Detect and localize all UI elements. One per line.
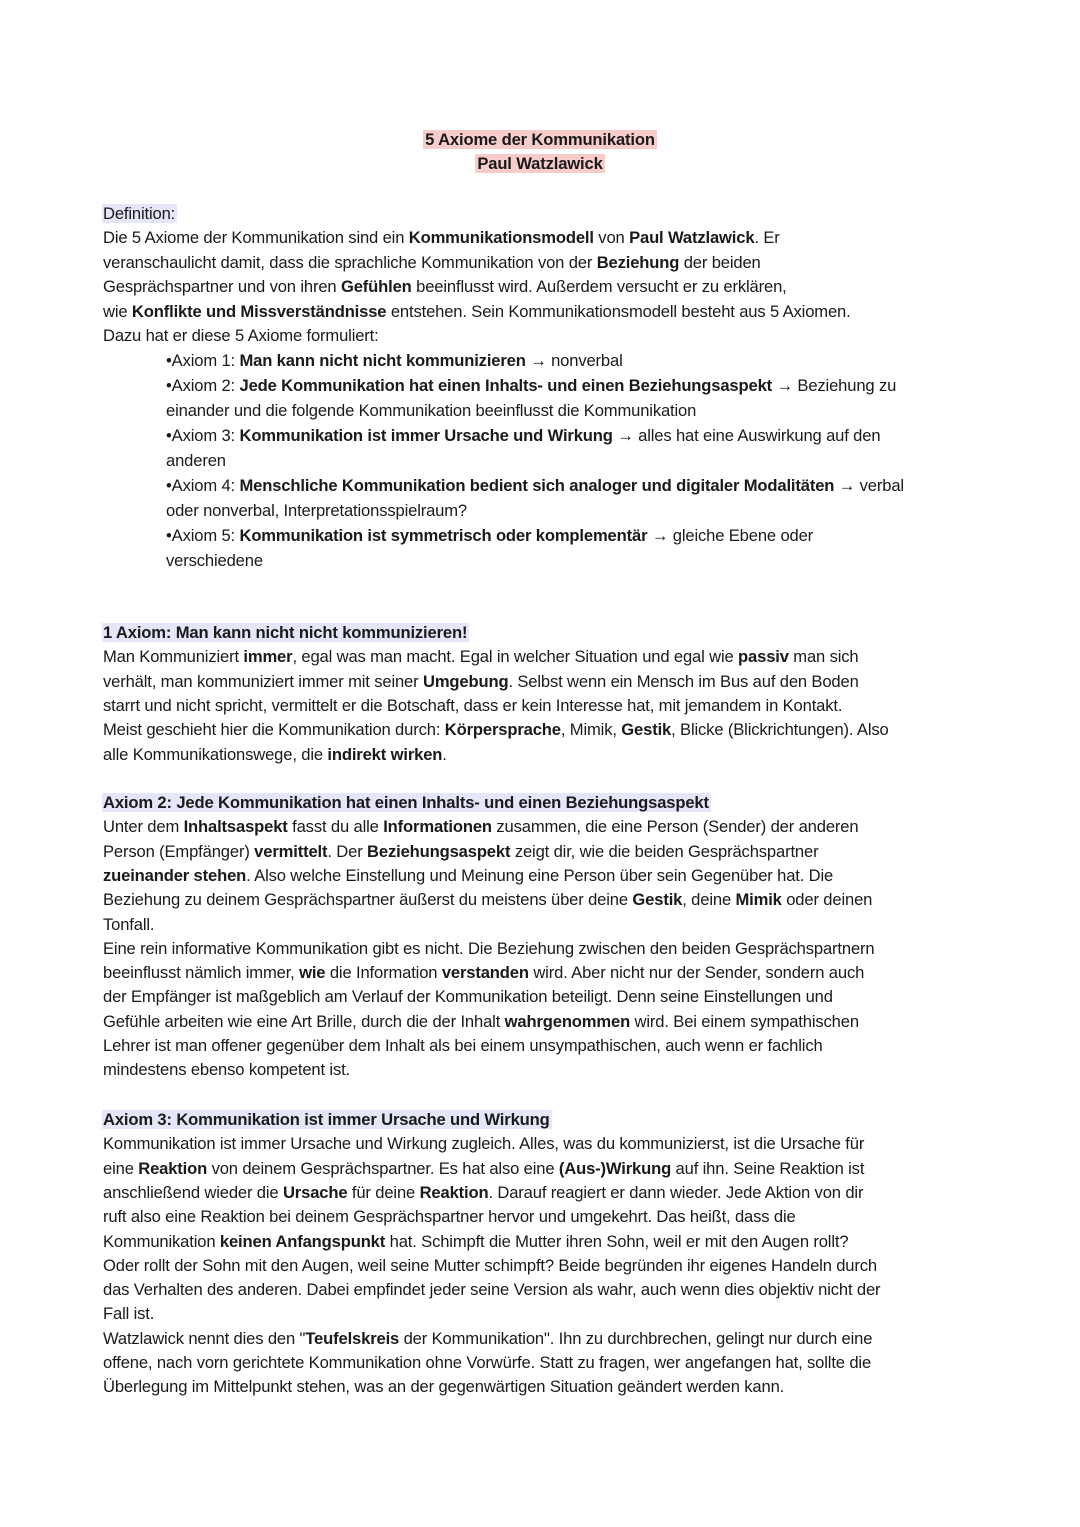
section-heading	[103, 1108, 552, 1132]
text: der Kommunikation". Ihn zu durchbrechen, gelingt nur durch eine	[399, 1328, 873, 1348]
bold-text: Paul Watzlawick	[629, 228, 755, 247]
text: anschließend wieder die	[103, 1182, 283, 1202]
text: Gefühle arbeiten wie eine Art Brille, durch die der Inhalt	[103, 1011, 505, 1031]
section-line	[103, 864, 833, 888]
definition-heading	[103, 202, 177, 226]
bold-text: keinen Anfangspunkt	[219, 1231, 386, 1251]
text: Eine rein informative Kommunikation gibt es nicht. Die Beziehung zwischen den beiden Gesprächspartnern	[103, 938, 875, 958]
text: Dazu hat er diese 5 Axiome formuliert:	[103, 326, 379, 345]
bold-text: (Aus-)Wirkung	[558, 1158, 672, 1178]
bold-text: Ursache	[282, 1182, 348, 1202]
text: hat. Schimpft die Mutter ihren Sohn, weil er mit den Augen rollt?	[385, 1231, 849, 1251]
section-line	[103, 961, 864, 985]
text: •Axiom 4:	[166, 476, 240, 495]
title-line-1	[0, 128, 1080, 152]
text: Die 5 Axiome der Kommunikation sind ein	[103, 228, 409, 247]
bold-text: Kommunikationsmodell	[408, 228, 594, 247]
section-line	[103, 1058, 350, 1082]
section-line	[103, 888, 872, 912]
bold-text: Inhaltsaspekt	[183, 817, 288, 837]
bold-text: Reaktion	[138, 1158, 208, 1178]
text: , egal was man macht. Egal in welcher Situation und egal wie	[292, 647, 739, 667]
bold-text: Kommunikation ist symmetrisch oder komplementär	[239, 526, 648, 545]
text: Watzlawick nennt dies den "	[103, 1328, 306, 1348]
definition-label: Definition:	[103, 204, 176, 223]
axiom-list-item	[166, 424, 880, 448]
text: wird. Aber nicht nur der Sender, sondern auch	[528, 963, 865, 983]
text: beeinflusst wird. Außerdem versucht er zu erklären,	[411, 277, 787, 296]
text: einander und die folgende Kommunikation beeinflusst die Kommunikation	[166, 401, 697, 420]
section-heading-text: Axiom 3: Kommunikation ist immer Ursache und Wirkung	[103, 1110, 550, 1129]
bold-text: indirekt wirken	[327, 744, 443, 764]
text: man sich	[788, 647, 859, 667]
text: , Blicke (Blickrichtungen). Also	[671, 720, 889, 740]
text: Man Kommuniziert	[103, 647, 244, 667]
definition-line	[103, 275, 787, 299]
text: Beziehung zu deinem Gesprächspartner äußerst du meistens über deine	[103, 890, 633, 910]
bold-text: Jede Kommunikation hat einen Inhalts- und einen Beziehungsaspekt	[239, 376, 773, 395]
section-line	[103, 1157, 864, 1181]
text: oder nonverbal, Interpretationsspielraum?	[166, 501, 468, 520]
bold-text: Teufelskreis	[305, 1328, 400, 1348]
text: zusammen, die eine Person (Sender) der anderen	[491, 817, 859, 837]
section-line	[103, 645, 858, 669]
axiom-list-item	[166, 374, 896, 398]
bold-text: Man kann nicht nicht kommunizieren	[239, 351, 526, 370]
bold-text: Gestik	[621, 720, 672, 740]
section-line	[103, 1205, 796, 1229]
text: der beiden	[679, 252, 761, 272]
text: zeigt dir, wie die beiden Gesprächspartner	[510, 841, 819, 861]
bold-text: Informationen	[383, 817, 492, 837]
document-author: Paul Watzlawick	[477, 154, 603, 173]
text: •Axiom 1:	[166, 351, 240, 370]
section-line	[103, 985, 833, 1009]
text: entstehen. Sein Kommunikationsmodell besteht aus 5 Axiomen.	[386, 301, 851, 321]
text: mindestens ebenso kompetent ist.	[103, 1060, 351, 1080]
section-line	[103, 1278, 880, 1302]
text: → verbal	[834, 476, 904, 495]
text: Fall ist.	[103, 1304, 155, 1324]
text: verhält, man kommuniziert immer mit seiner	[103, 671, 423, 691]
text: . Er	[754, 228, 780, 247]
bold-text: Kommunikation ist immer Ursache und Wirkung	[239, 426, 613, 445]
section-line	[103, 1181, 863, 1205]
bold-text: Körpersprache	[444, 720, 561, 740]
text: der Empfänger ist maßgeblich am Verlauf der Kommunikation beteiligt. Denn seine Einstellungen und	[103, 987, 833, 1007]
text: , deine	[682, 890, 736, 910]
section-line	[103, 1132, 864, 1156]
text: für deine	[347, 1182, 420, 1202]
text: Kommunikation	[103, 1231, 220, 1251]
document-title: 5 Axiome der Kommunikation	[425, 130, 655, 149]
text: Überlegung im Mittelpunkt stehen, was an der gegenwärtigen Situation geändert werden kann.	[103, 1377, 785, 1397]
text: Gesprächspartner und von ihren	[103, 277, 341, 296]
bold-text: Gestik	[632, 890, 683, 910]
text: von deinem Gesprächspartner. Es hat also eine	[207, 1158, 559, 1178]
axiom-list-item	[166, 524, 813, 548]
section-line	[103, 743, 447, 767]
text: alle Kommunikationswege, die	[103, 744, 328, 764]
bold-text: Beziehungsaspekt	[367, 841, 511, 861]
bold-text: Beziehung	[596, 252, 680, 272]
text: . Der	[327, 841, 368, 861]
axiom-list-item	[166, 474, 904, 498]
bold-text: passiv	[738, 647, 789, 667]
bold-text: wahrgenommen	[504, 1011, 631, 1031]
section-line	[103, 1327, 872, 1351]
axiom-list-item	[166, 499, 467, 523]
text: → gleiche Ebene oder	[647, 526, 814, 545]
section-line	[103, 840, 818, 864]
section-line	[103, 1375, 784, 1399]
bold-text: vermittelt	[254, 841, 328, 861]
section-line	[103, 670, 859, 694]
bold-text: Menschliche Kommunikation bedient sich analoger und digitaler Modalitäten	[239, 476, 835, 495]
text: → nonverbal	[525, 351, 623, 370]
section-line	[103, 694, 842, 718]
bold-text: immer	[243, 647, 293, 667]
text: starrt und nicht spricht, vermittelt er die Botschaft, dass er kein Interesse hat, mit jemandem in Kontakt.	[103, 695, 843, 715]
text: von	[593, 228, 630, 247]
text: . Darauf reagiert er dann wieder. Jede Aktion von dir	[488, 1182, 864, 1202]
text: •Axiom 5:	[166, 526, 240, 545]
definition-line	[103, 226, 780, 250]
title-line-2	[0, 152, 1080, 176]
section-line	[103, 815, 858, 839]
text: Unter dem	[103, 817, 184, 837]
axiom-list-item	[166, 549, 263, 573]
section-heading	[103, 621, 469, 645]
section-line	[103, 1010, 859, 1034]
text: die Information	[325, 963, 442, 983]
text: wie	[103, 301, 132, 321]
text: , Mimik,	[560, 720, 622, 740]
section-line	[103, 1034, 823, 1058]
section-line	[103, 1351, 871, 1375]
text: •Axiom 3:	[166, 426, 240, 445]
text: → alles hat eine Auswirkung auf den	[612, 426, 881, 445]
section-line	[103, 1230, 848, 1254]
section-line	[103, 913, 154, 937]
section-heading	[103, 791, 711, 815]
definition-line	[103, 300, 851, 324]
section-line	[103, 1302, 154, 1326]
axiom-list-item	[166, 399, 696, 423]
definition-line	[103, 324, 379, 348]
bold-text: Reaktion	[419, 1182, 489, 1202]
section-line	[103, 1254, 877, 1278]
section-heading-text: Axiom 2: Jede Kommunikation hat einen Inhalts- und einen Beziehungsaspekt	[103, 793, 709, 812]
section-line	[103, 937, 875, 961]
text: oder deinen	[781, 890, 873, 910]
section-heading-text: 1 Axiom: Man kann nicht nicht kommunizieren!	[103, 623, 468, 642]
text: fasst du alle	[287, 817, 384, 837]
text: Person (Empfänger)	[103, 841, 255, 861]
text: Lehrer ist man offener gegenüber dem Inhalt als bei einem unsympathischen, auch wenn er fachlich	[103, 1036, 823, 1055]
text: Oder rollt der Sohn mit den Augen, weil seine Mutter schimpft? Beide begründen ihr eigenes Handeln durch	[103, 1255, 877, 1275]
bold-text: zueinander stehen	[103, 865, 247, 885]
bold-text: wie	[299, 963, 326, 983]
text: eine	[103, 1158, 139, 1178]
text: beeinflusst nämlich immer,	[103, 963, 300, 983]
text: → Beziehung zu	[772, 376, 897, 395]
bold-text: Mimik	[735, 890, 782, 910]
bold-text: Gefühlen	[340, 277, 412, 296]
axiom-list-item	[166, 349, 623, 373]
text: wird. Bei einem sympathischen	[630, 1011, 859, 1031]
text: ruft also eine Reaktion bei deinem Gesprächspartner hervor und umgekehrt. Das heißt, dass die	[103, 1207, 796, 1227]
text: auf ihn. Seine Reaktion ist	[671, 1158, 865, 1178]
text: veranschaulicht damit, dass die sprachliche Kommunikation von der	[103, 252, 597, 272]
bold-text: Konflikte und Missverständnisse	[131, 301, 387, 321]
text: •Axiom 2:	[166, 376, 240, 395]
text: das Verhalten des anderen. Dabei empfindet jeder seine Version als wahr, auch wenn dies objektiv nicht der	[103, 1280, 881, 1300]
text: Tonfall.	[103, 914, 155, 934]
axiom-list-item	[166, 449, 226, 473]
bold-text: verstanden	[441, 963, 529, 983]
text: Kommunikation ist immer Ursache und Wirkung zugleich. Alles, was du kommunizierst, ist die Ursache für	[103, 1134, 865, 1154]
text: . Selbst wenn ein Mensch im Bus auf den Boden	[508, 671, 859, 691]
text: . Also welche Einstellung und Meinung eine Person über sein Gegenüber hat. Die	[246, 865, 834, 885]
text: verschiedene	[166, 551, 263, 570]
section-line	[103, 718, 889, 742]
bold-text: Umgebung	[422, 671, 509, 691]
text: .	[442, 744, 447, 764]
definition-line	[103, 251, 761, 275]
text: offene, nach vorn gerichtete Kommunikation ohne Vorwürfe. Statt zu fragen, wer angefangen hat, sollte die	[103, 1353, 872, 1372]
text: anderen	[166, 451, 226, 470]
text: Meist geschieht hier die Kommunikation durch:	[103, 720, 445, 740]
